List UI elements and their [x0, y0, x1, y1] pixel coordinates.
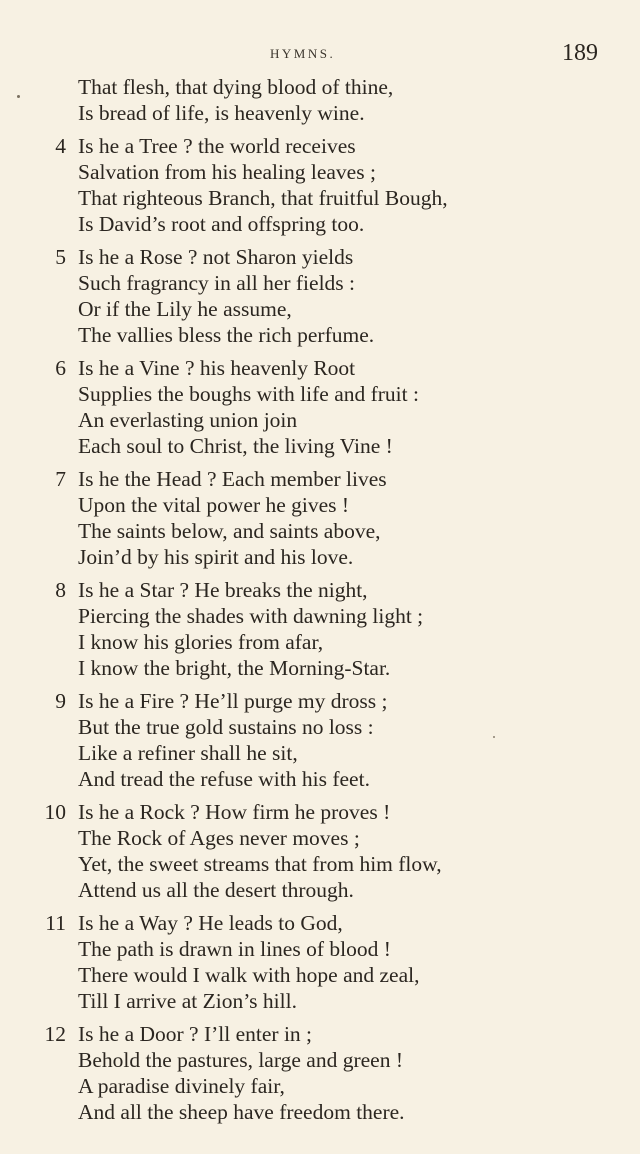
running-title: HYMNS. [270, 46, 336, 61]
stanza [0, 799, 640, 903]
verse-line: The vallies bless the rich perfume. [78, 323, 375, 347]
stanza [0, 133, 640, 237]
stanza [0, 577, 640, 681]
stanza-number: 5 [55, 245, 66, 269]
verse-line: Is he a Door ? I’ll enter in ; [78, 1022, 313, 1046]
verse-line: The Rock of Ages never moves ; [78, 826, 360, 850]
verse-line: I know his glories from afar, [78, 630, 324, 654]
stanza [0, 74, 640, 126]
verse-line: Is he a Tree ? the world receives [78, 134, 356, 158]
stanza-number: 7 [55, 467, 66, 491]
verse-line: Piercing the shades with dawning light ; [78, 604, 424, 628]
verse-line: But the true gold sustains no loss : [78, 715, 374, 739]
verse-line: Or if the Lily he assume, [78, 297, 292, 321]
verse-line: There would I walk with hope and zeal, [78, 963, 420, 987]
verse-line: Upon the vital power he gives ! [78, 493, 350, 517]
verse-line: Is he the Head ? Each member lives [78, 467, 387, 491]
verse-line: An everlasting union join [78, 408, 298, 432]
verse-line: Yet, the sweet streams that from him flow, [78, 852, 442, 876]
stanza-number: 4 [55, 134, 66, 158]
verse-line: Is David’s root and offspring too. [78, 212, 365, 236]
stanza-number: 10 [44, 800, 66, 824]
verse-line: Salvation from his healing leaves ; [78, 160, 376, 184]
verse-line: Each soul to Christ, the living Vine ! [78, 434, 393, 458]
verse-line: Is he a Rock ? How firm he proves ! [78, 800, 391, 824]
stanza [0, 1021, 640, 1125]
verse-line: Is he a Star ? He breaks the night, [78, 578, 368, 602]
verse-line: Attend us all the desert through. [78, 878, 354, 902]
verse-line: That righteous Branch, that fruitful Bough, [78, 186, 448, 210]
verse-line: The saints below, and saints above, [78, 519, 381, 543]
stanza-number: 12 [44, 1022, 66, 1046]
verse-line: The path is drawn in lines of blood ! [78, 937, 391, 961]
verse-line: Is bread of life, is heavenly wine. [78, 101, 365, 125]
verse-line: And all the sheep have freedom there. [78, 1100, 405, 1124]
page-number: 189 [562, 40, 598, 66]
stanza [0, 466, 640, 570]
stanza [0, 910, 640, 1014]
stanza [0, 244, 640, 348]
stanza-number: 8 [55, 578, 66, 602]
stanza [0, 355, 640, 459]
verse-line: That flesh, that dying blood of thine, [78, 75, 394, 99]
verse-line: Is he a Rose ? not Sharon yields [78, 245, 354, 269]
verse-line: And tread the refuse with his feet. [78, 767, 370, 791]
verse-line: Is he a Vine ? his heavenly Root [78, 356, 356, 380]
stanza-number: 9 [55, 689, 66, 713]
verse-line: Supplies the boughs with life and fruit : [78, 382, 419, 406]
verse-line: Join’d by his spirit and his love. [78, 545, 354, 569]
stanza-number: 6 [55, 356, 66, 380]
stanza [0, 688, 640, 792]
verse-line: Like a refiner shall he sit, [78, 741, 298, 765]
stanza-number: 11 [45, 911, 66, 935]
verse-line: Such fragrancy in all her fields : [78, 271, 356, 295]
verse-line: Behold the pastures, large and green ! [78, 1048, 403, 1072]
verse-line: Is he a Fire ? He’ll purge my dross ; [78, 689, 388, 713]
verse-line: A paradise divinely fair, [78, 1074, 285, 1098]
verse-line: Is he a Way ? He leads to God, [78, 911, 343, 935]
hymn-stanzas [0, 74, 640, 1132]
verse-line: Till I arrive at Zion’s hill. [78, 989, 297, 1013]
verse-line: I know the bright, the Morning-Star. [78, 656, 391, 680]
running-head [0, 40, 640, 70]
